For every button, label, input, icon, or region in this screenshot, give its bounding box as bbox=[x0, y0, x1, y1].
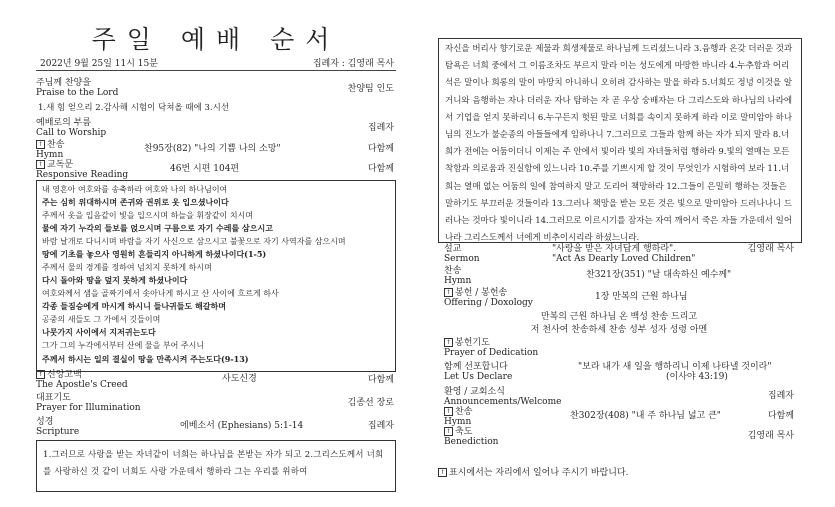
item-leader: 다함께 bbox=[367, 164, 394, 174]
sermon-title-en: "Act As Dearly Loved Children" bbox=[552, 254, 696, 264]
item-en: Call to Worship bbox=[36, 128, 107, 138]
item-en: Benediction bbox=[444, 437, 499, 447]
declare-row bbox=[444, 362, 794, 382]
reading-line: 바람 날개로 다니시며 바람을 자기 사신으로 삼으시고 불꽃으로 자기 사역자를 삼으시며 bbox=[42, 237, 346, 246]
service-date: 2022년 9월 25일 11시 15분 bbox=[40, 59, 158, 69]
reading-line: 주께서 하시는 일의 결실이 땅을 만족시켜 주는도다(9-13) bbox=[42, 354, 249, 364]
reading-line: 그가 그의 누각에서부터 산에 물을 부어 주시니 bbox=[42, 341, 205, 350]
announcements-row bbox=[444, 387, 794, 407]
item-detail: 사도신경 bbox=[222, 374, 257, 384]
scripture-text: 자신을 버리사 향기로운 제물과 희생제물로 하나님께 드리셨느니라 3.음행과 온갖 더러운 것과 탐욕은 너희 중에서 그 이름조차도 부르지 말라 이는 성도에게 마땅한 바니라 4.누추함과 어리석은 말이나 희롱의 말이 마땅치 아니하니 오히려 감사하는 말을 하라 5.너희도 정녕 이것을 알거니와 음행하는 자나 더러운 자나 탐하는 자 곧 우상 숭배자는 다 그리스도와 하나님의 나라에서 기업을 얻지 못하리니 6.누구든지 헛된 말로 너희를 속이지 못하게 하라 이로 말미암아 하나님의 진노가 불순종의 아들들에게 임하나니 7.그러므로 그들과 함께 하는 자가 되지 말라 8.너희가 전에는 어둠이더니 이제는 주 안에서 빛이라 빛의 자녀들처럼 행하라 9.빛의 열매는 모든 착함과 의로움과 진실함에 있느니라 10.주를 기쁘시게 할 것이 무엇인가 시험하여 보라 11.너희는 열매 없는 어둠의 일에 참여하지 말고 도리어 책망하라 12.그들이 은밀히 행하는 것들은 말하기도 부끄러운 것들이라 13.그러나 책망을 받는 모든 것은 빛으로 말미암아 드러나나니 드러나는 것마다 빛이니라 14.그러므로 이르시기를 잠자는 자여 깨어서 죽은 자들 가운데서 일어나라 그리스도께서 너에게 비추이시리라 하셨느니라. bbox=[445, 44, 793, 244]
item-ko: 교독문 bbox=[47, 160, 74, 170]
item-ko: 봉헌기도 bbox=[455, 338, 490, 348]
reading-line: 여호와께서 샘을 골짜기에서 솟아나게 하시고 산 사이에 흐르게 하사 bbox=[42, 289, 279, 298]
item-leader: 다함께 bbox=[367, 375, 394, 385]
praise-row bbox=[36, 78, 396, 98]
presider: 집례자 : 김영래 목사 bbox=[312, 59, 394, 69]
item-en: Offering / Doxology bbox=[444, 298, 533, 308]
item-en: Responsive Reading bbox=[36, 170, 129, 180]
item-leader: 찬양팀 인도 bbox=[347, 84, 394, 94]
footnote-text: 표시에서는 자리에서 일어나 주시기 바랍니다. bbox=[449, 468, 629, 478]
item-en: Prayer for Illumination bbox=[36, 403, 141, 413]
item-ko: 주님께 찬양을 bbox=[36, 78, 92, 88]
item-ko: 찬송 bbox=[444, 266, 462, 276]
item-leader: 다함께 bbox=[767, 411, 794, 421]
reading-line: 나뭇가지 사이에서 지저귀는도다 bbox=[42, 327, 156, 337]
hymn3-row bbox=[444, 407, 794, 427]
standing-mark-icon: ↑ bbox=[439, 469, 446, 476]
reading-line: 각종 들짐승에게 마시게 하시니 들나귀들도 해갈하며 bbox=[42, 301, 226, 311]
item-ko: 설교 bbox=[444, 244, 462, 254]
doxology-lyrics bbox=[444, 311, 794, 337]
item-ko: 축도 bbox=[455, 427, 473, 437]
item-en: Praise to the Lord bbox=[36, 88, 119, 98]
standing-mark-icon: ↑ bbox=[445, 339, 452, 346]
item-leader: 다함께 bbox=[367, 144, 394, 154]
footnote bbox=[438, 465, 629, 478]
item-en: Let Us Declare bbox=[444, 372, 513, 382]
reading-line: 물에 자기 누각의 들보를 얹으시며 구름으로 자기 수레를 삼으시고 bbox=[42, 223, 273, 233]
sermon-row bbox=[444, 244, 794, 264]
call-row bbox=[36, 118, 396, 138]
standing-mark-icon: ↑ bbox=[445, 408, 452, 415]
prayer-row bbox=[36, 393, 396, 413]
item-en: Announcements/Welcome bbox=[444, 397, 562, 407]
reading-row bbox=[36, 160, 396, 180]
hymn-row bbox=[36, 140, 396, 160]
item-ko: 성경 bbox=[36, 417, 54, 427]
item-ko: 환영 / 교회소식 bbox=[444, 387, 505, 397]
item-detail: 찬95장(82) "나의 기쁨 나의 소망" bbox=[144, 144, 281, 154]
scripture-row bbox=[36, 417, 396, 437]
item-ko: 찬송 bbox=[455, 407, 473, 417]
item-en: Hymn bbox=[444, 276, 472, 286]
item-leader: 집례자 bbox=[367, 421, 394, 431]
scripture-text-box bbox=[36, 440, 396, 492]
declare-reference: (이사야 43:19) bbox=[666, 372, 728, 382]
scripture-text: 1.그러므로 사랑을 받는 자녀같이 너희는 하나님을 본받는 자가 되고 2.그리스도께서 너희를 사랑하신 것 같이 너희도 사랑 가운데서 행하라 그는 우리를 위하여 bbox=[43, 450, 384, 477]
reading-line: 다시 돌아와 땅을 덮지 못하게 하셨나이다 bbox=[42, 275, 188, 285]
item-en: The Apostle's Creed bbox=[36, 380, 128, 390]
item-leader: 집례자 bbox=[767, 391, 794, 401]
item-en: Hymn bbox=[444, 417, 472, 427]
item-detail: 46번 시편 104편 bbox=[170, 164, 240, 174]
lyric-line: 저 천사여 찬송하세 찬송 성부 성자 성령 아멘 bbox=[530, 325, 708, 335]
declare-verse: "보라 내가 새 일을 행하리니 이제 나타낼 것이라" bbox=[578, 362, 772, 372]
item-detail: 에베소서 (Ephesians) 5:1-14 bbox=[180, 421, 304, 431]
item-ko: 함께 선포합니다 bbox=[444, 362, 508, 372]
item-leader: 집례자 bbox=[367, 123, 394, 133]
scripture-continued-box bbox=[438, 38, 802, 243]
standing-mark-icon: ↑ bbox=[445, 428, 452, 435]
item-en: Sermon bbox=[444, 254, 480, 264]
standing-mark-icon: ↑ bbox=[37, 161, 44, 168]
standing-mark-icon: ↑ bbox=[37, 371, 44, 378]
item-ko: 대표기도 bbox=[36, 393, 71, 403]
standing-mark-icon: ↑ bbox=[445, 289, 452, 296]
item-detail: 찬302장(408) "내 주 하나님 넓고 큰" bbox=[570, 411, 721, 421]
benediction-row bbox=[444, 427, 794, 447]
reading-line: 주께서 물의 경계를 정하여 넘치지 못하게 하시며 bbox=[42, 263, 212, 272]
item-ko: 예배로의 부름 bbox=[36, 118, 92, 128]
item-ko: 찬송 bbox=[47, 140, 65, 150]
creed-row bbox=[36, 370, 396, 390]
item-en: Hymn bbox=[36, 150, 64, 160]
reading-line: 내 영혼아 여호와를 송축하라 여호와 나의 하나님이여 bbox=[42, 185, 228, 194]
offering-row bbox=[444, 288, 794, 308]
item-detail: 1장 만복의 근원 하나님 bbox=[595, 292, 688, 302]
reading-line: 땅에 기초를 놓으사 영원히 흔들리지 아니하게 하셨나이다(1-5) bbox=[42, 249, 267, 259]
item-en: Prayer of Dedication bbox=[444, 348, 539, 358]
psalm-reading-box bbox=[36, 180, 396, 372]
sermon-title: "사랑을 받은 자녀답게 행하라". bbox=[552, 244, 677, 254]
dedication-row bbox=[444, 338, 794, 358]
praise-songs: 1.새 힘 얻으리 2.감사해 시험이 닥쳐올 때에 3.시선 bbox=[38, 103, 230, 113]
page-title: 주일 예배 순서 bbox=[91, 25, 341, 54]
lyric-line: 만복의 근원 하나님 온 백성 찬송 드리고 bbox=[540, 312, 698, 322]
hymn2-row bbox=[444, 266, 794, 286]
item-leader: 김영래 목사 bbox=[747, 244, 794, 254]
standing-mark-icon: ↑ bbox=[37, 141, 44, 148]
date-line bbox=[36, 52, 396, 71]
reading-line: 공중의 새들도 그 가에서 깃들이며 bbox=[42, 315, 161, 324]
reading-line: 주께서 옷을 입음같이 빛을 입으시며 하늘을 휘장같이 치시며 bbox=[42, 211, 253, 220]
item-en: Scripture bbox=[36, 427, 80, 437]
item-leader: 김종선 장로 bbox=[347, 398, 394, 408]
item-ko: 신앙고백 bbox=[47, 370, 82, 380]
item-ko: 봉헌 / 봉헌송 bbox=[455, 288, 508, 298]
reading-line: 주는 심히 위대하시며 존귀와 권위로 옷 입으셨나이다 bbox=[42, 197, 229, 207]
item-detail: 찬321장(351) "날 대속하신 예수께" bbox=[586, 270, 732, 280]
item-leader: 김영래 목사 bbox=[747, 431, 794, 441]
